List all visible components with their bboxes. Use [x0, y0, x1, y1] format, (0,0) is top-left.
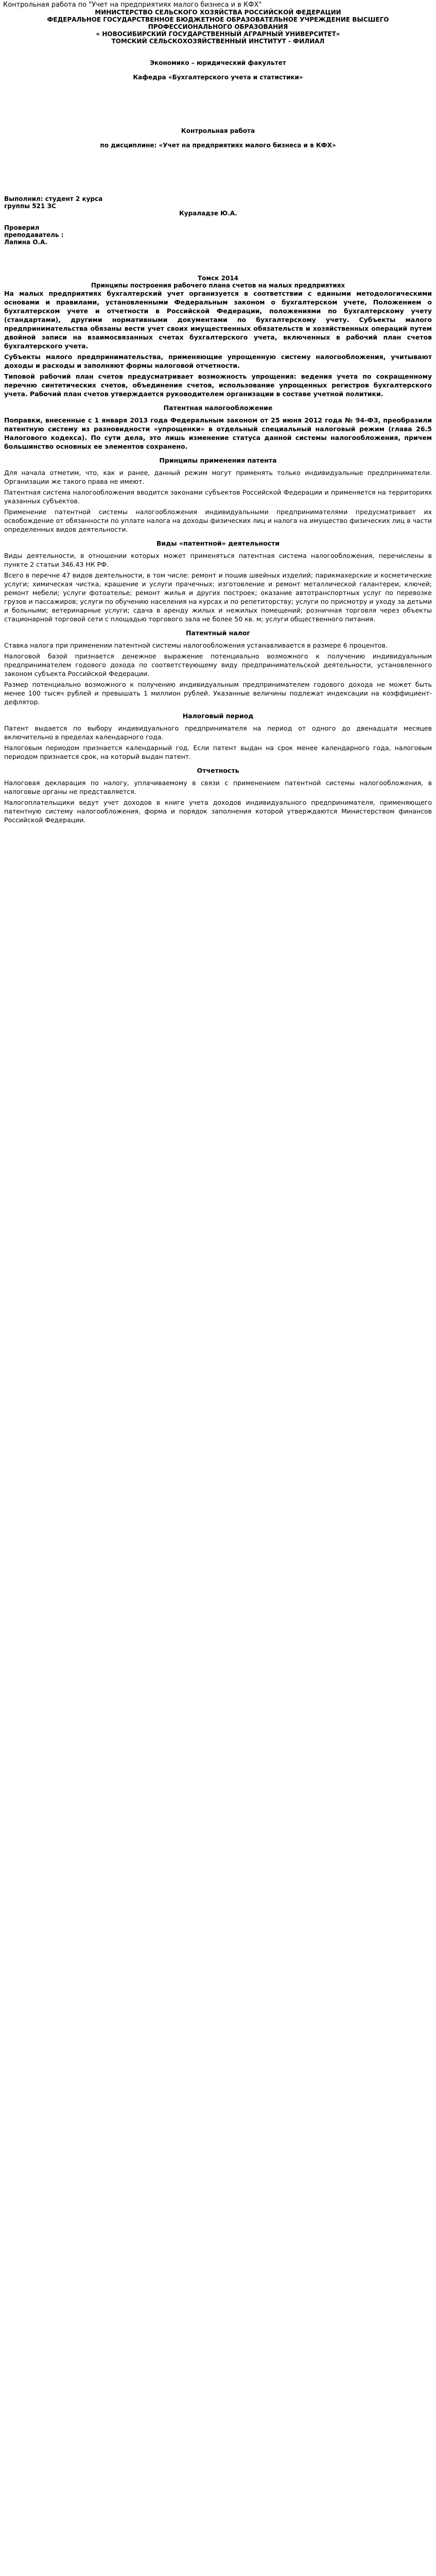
period-section	[4, 724, 432, 761]
apply-paragraph: Патентная система налогообложения вводится законами субъектов Российской Федерации и применяется на территориях указанных субъектов.	[4, 488, 432, 505]
apply-paragraph: Применение патентной системы налогообложения индивидуальными предпринимателями предусматривает их освобождение от обязанности по уплате налога на доходы физических лиц и налога на имущество физических лиц в части определенных видов деятельности.	[4, 508, 432, 533]
work-type: Контрольная работа	[181, 127, 255, 134]
checked-line: Проверил	[4, 224, 40, 231]
student-name: Кураладзе Ю.А.	[179, 210, 237, 217]
apply-title: Принципы применения патента	[159, 456, 277, 464]
faculty-name: Экономико – юридический факультет	[150, 59, 286, 66]
ministry-header	[4, 9, 432, 45]
header-line-4: ТОМСКИЙ СЕЛЬСКОХОЗЯЙСТВЕННЫЙ ИНСТИТУТ - ФИЛИАЛ	[111, 38, 325, 45]
patent-tax-title: Патентный налог	[186, 629, 250, 637]
patent-title: Патентная налогообложение	[163, 404, 273, 412]
activities-section	[4, 551, 432, 623]
page-title: Контрольная работа по "Учет на предприятиях малого бизнеса и в КФХ"	[3, 1, 262, 9]
principles-paragraph: Субъекты малого предпринимательства, применяющие упрощенную систему налогообложения, учитывают доходы и расходы и заполняют формы налоговой отчетности.	[4, 353, 432, 369]
report-section	[4, 778, 432, 824]
student-line: Выполнил: студент 2 курса	[4, 195, 103, 202]
report-paragraph: Налоговая декларация по налогу, уплачиваемому в связи с применением патентной системы налогообложения, в налоговые органы не представляется.	[4, 779, 432, 795]
apply-section	[4, 468, 432, 534]
principles-paragraph: Типовой рабочий план счетов предусматривает возможность упрощения: ведения учета по сокращенному перечню синтетических счетов, объединение счетов, использование упрощенных регистров бухгалтерского учета. Рабочий план счетов утверждается руководителем организации в составе учетной политики.	[4, 372, 432, 398]
activities-paragraph: Виды деятельности, в отношении которых может применяться патентная система налогообложения, перечислены в пункте 2 статьи 346.43 НК РФ.	[4, 552, 432, 568]
apply-paragraph: Для начала отметим, что, как и ранее, данный режим могут применять только индивидуальные предприниматели. Организации же такого права не имеют.	[4, 469, 432, 485]
principles-paragraph: На малых предприятиях бухгалтерский учет организуется в соответствии с едиными методологическими основами и правилами, установленными Федеральным законом о бухгалтерском учете, Положением о бухгалтерском учете и отчетности в Российской Федерации, положениями по бухгалтерскому учету (стандартами), другими нормативными документами по бухгалтерскому учету. Субъекты малого предпринимательства обязаны вести учет своих имущественных обязательств и хозяйственных операций путем двойной записи на взаимосвязанных счетах бухгалтерского учета, включенных в рабочий план счетов бухгалтерского учета.	[4, 290, 432, 350]
activities-title: Виды «патентной» деятельности	[156, 539, 280, 547]
discipline: по дисциплине: «Учет на предприятиях малого бизнеса и в КФХ»	[100, 142, 336, 149]
principles-section	[4, 289, 432, 398]
patent-section	[4, 416, 432, 451]
period-title: Налоговый период	[182, 712, 254, 720]
period-paragraph: Патент выдается по выбору индивидуального предпринимателя на период от одного до двенадцати месяцев включительно в пределах календарного года.	[4, 724, 432, 741]
patent-tax-section	[4, 641, 432, 706]
department-name: Кафедра «Бухгалтерского учета и статистики»	[133, 74, 303, 81]
period-paragraph: Налоговым периодом признается календарный год. Если патент выдан на срок менее календарного года, налоговым периодом признается срок, на который выдан патент.	[4, 744, 432, 760]
report-title: Отчетность	[197, 767, 239, 774]
group-line: группы 521 ЗС	[4, 202, 56, 210]
patent-intro: Поправки, внесенные с 1 января 2013 года Федеральным законом от 25 июня 2012 года № 94-ФЗ, преобразили патентную систему из разновидности «упрощенки» в отдельный специальный налоговый режим (глава 26.5 Налогового кодекса). По сути дела, это лишь изменение статуса данной системы налогообложения, причем большинство основных ее элементов сохранено.	[4, 416, 432, 450]
header-line-1: МИНИСТЕРСТВО СЕЛЬСКОГО ХОЗЯЙСТВА РОССИЙСКОЙ ФЕДЕРАЦИИ	[95, 9, 341, 16]
report-paragraph: Налогоплательщики ведут учет доходов в книге учета доходов индивидуального предпринимателя, применяющего патентную систему налогообложения, форма и порядок заполнения которой утверждаются Министерством финансов Российской Федерации.	[4, 799, 432, 824]
activities-paragraph: Всего в перечне 47 видов деятельности, в том числе: ремонт и пошив швейных изделий; парикмахерские и косметические услуги; химическая чистка, крашение и услуги прачечных; изготовление и ремонт металлической галантереи, ключей; ремонт мебели; услуги фотоателье; ремонт жилья и других построек; оказание автотранспортных услуг по перевозке грузов и пассажиров; услуги по обучению населения на курсах и по репетиторству; услуги по присмотру и уходу за детьми и больными; ветеринарные услуги; сдача в аренду жилых и нежилых помещений; розничная торговля через объекты стационарной торговой сети с площадью торгового зала не более 50 кв. м; услуги общественного питания.	[4, 571, 432, 623]
header-line-3: « НОВОСИБИРСКИЙ ГОСУДАРСТВЕННЫЙ АГРАРНЫЙ УНИВЕРСИТЕТ»	[96, 30, 340, 38]
teacher-line: преподаватель :	[4, 231, 64, 239]
header-line-2: ФЕДЕРАЛЬНОЕ ГОСУДАРСТВЕННОЕ БЮДЖЕТНОЕ ОБРАЗОВАТЕЛЬНОЕ УЧРЕЖДЕНИЕ ВЫСШЕГО ПРОФЕССИОНАЛЬНОГО ОБРАЗОВАНИЯ	[47, 16, 389, 30]
city-year: Томск 2014	[197, 275, 239, 282]
patent-tax-paragraph: Налоговой базой признается денежное выражение потенциально возможного к получению индивидуальным предпринимателем годового дохода по соответствующему виду предпринимательской деятельности, установленного законом субъекта Российской Федерации.	[4, 652, 432, 677]
teacher-name: Лапина О.А.	[4, 239, 47, 246]
principles-title: Принципы построения рабочего плана счетов на малых предприятиях	[91, 282, 345, 289]
patent-tax-paragraph: Ставка налога при применении патентной системы налогообложения устанавливается в размере 6 процентов.	[4, 641, 388, 649]
patent-tax-paragraph: Размер потенциально возможного к получению индивидуальным предпринимателем годового дохода не может быть менее 100 тысяч рублей и превышать 1 миллион рублей. Указанные величины подлежат индексации на коэффициент-дефлятор.	[4, 681, 432, 706]
